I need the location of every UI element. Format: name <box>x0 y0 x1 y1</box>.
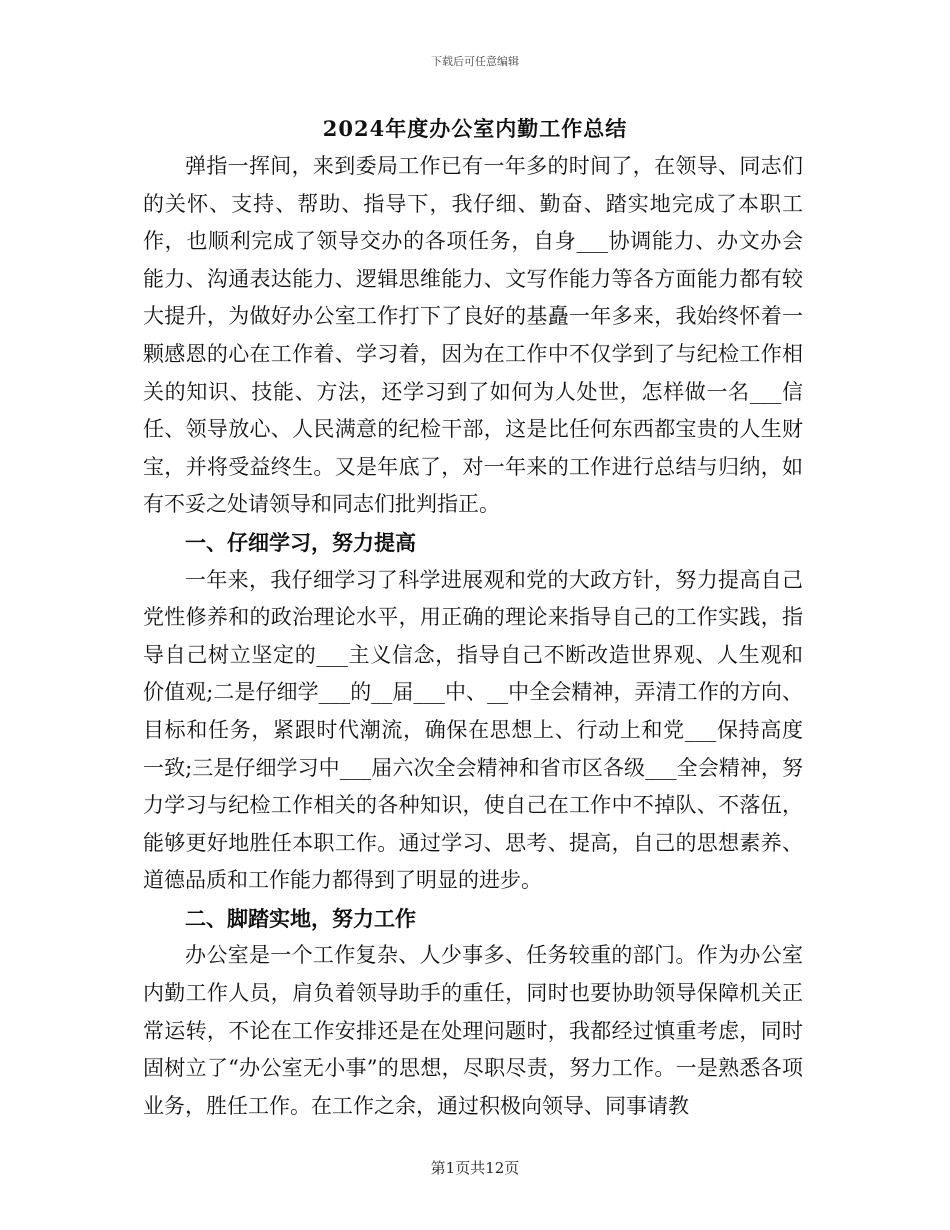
section-heading-1: 一、仔细学习，努力提高 <box>185 529 416 555</box>
document-body <box>143 148 803 1125</box>
section-heading-2: 二、脚踏实地，努力工作 <box>185 905 416 931</box>
paragraph-work: 办公室是一个工作复杂、人少事多、任务较重的部门。作为办公室内勤工作人员，肩负着领导助手的重任，同时也要协助领导保障机关正常运转，不论在工作安排还是在处理问题时，我都经过慎重考虑，同时固树立了“办公室无小事”的思想，尽职尽责，努力工作。一是熟悉各项业务，胜任工作。在工作之余，通过积极向领导、同事请教 <box>143 943 803 1118</box>
document-title: 2024年度办公室内勤工作总结 <box>322 116 628 141</box>
header-note: 下载后可任意编辑 <box>431 55 519 68</box>
paragraph-intro: 弹指一挥间，来到委局工作已有一年多的时间了，在领导、同志们的关怀、支持、帮助、指导下，我仔细、勤奋、踏实地完成了本职工作，也顺利完成了领导交办的各项任务，自身___协调能力、办文办会能力、沟通表达能力、逻辑思维能力、文写作能力等各方面能力都有较大提升，为做好办公室工作打下了良好的基矗一年多来，我始终怀着一颗感恩的心在工作着、学习着，因为在工作中不仅学到了与纪检工作相关的知识、技能、方法，还学习到了如何为人处世，怎样做一名___信任、领导放心、人民满意的纪检干部，这是比任何东西都宝贵的人生财宝，并将受益终生。又是年底了，对一年来的工作进行总结与归纳，如有不妥之处请领导和同志们批判指正。 <box>143 154 803 517</box>
paragraph-study: 一年来，我仔细学习了科学进展观和党的大政方针，努力提高自己党性修养和的政治理论水平，用正确的理论来指导自己的工作实践，指导自己树立坚定的___主义信念，指导自己不断改造世界观、人生观和价值观;二是仔细学___的__届___中、__中全会精神，弄清工作的方向、目标和任务，紧跟时代潮流，确保在思想上、行动上和党___保持高度一致;三是仔细学习中___届六次全会精神和省市区各级___全会精神，努力学习与纪检工作相关的各种知识，使自己在工作中不掉队、不落伍，能够更好地胜任本职工作。通过学习、思考、提高，自己的思想素养、道德品质和工作能力都得到了明显的进步。 <box>143 567 803 893</box>
page-footer: 第1页共12页 <box>430 1159 520 1177</box>
